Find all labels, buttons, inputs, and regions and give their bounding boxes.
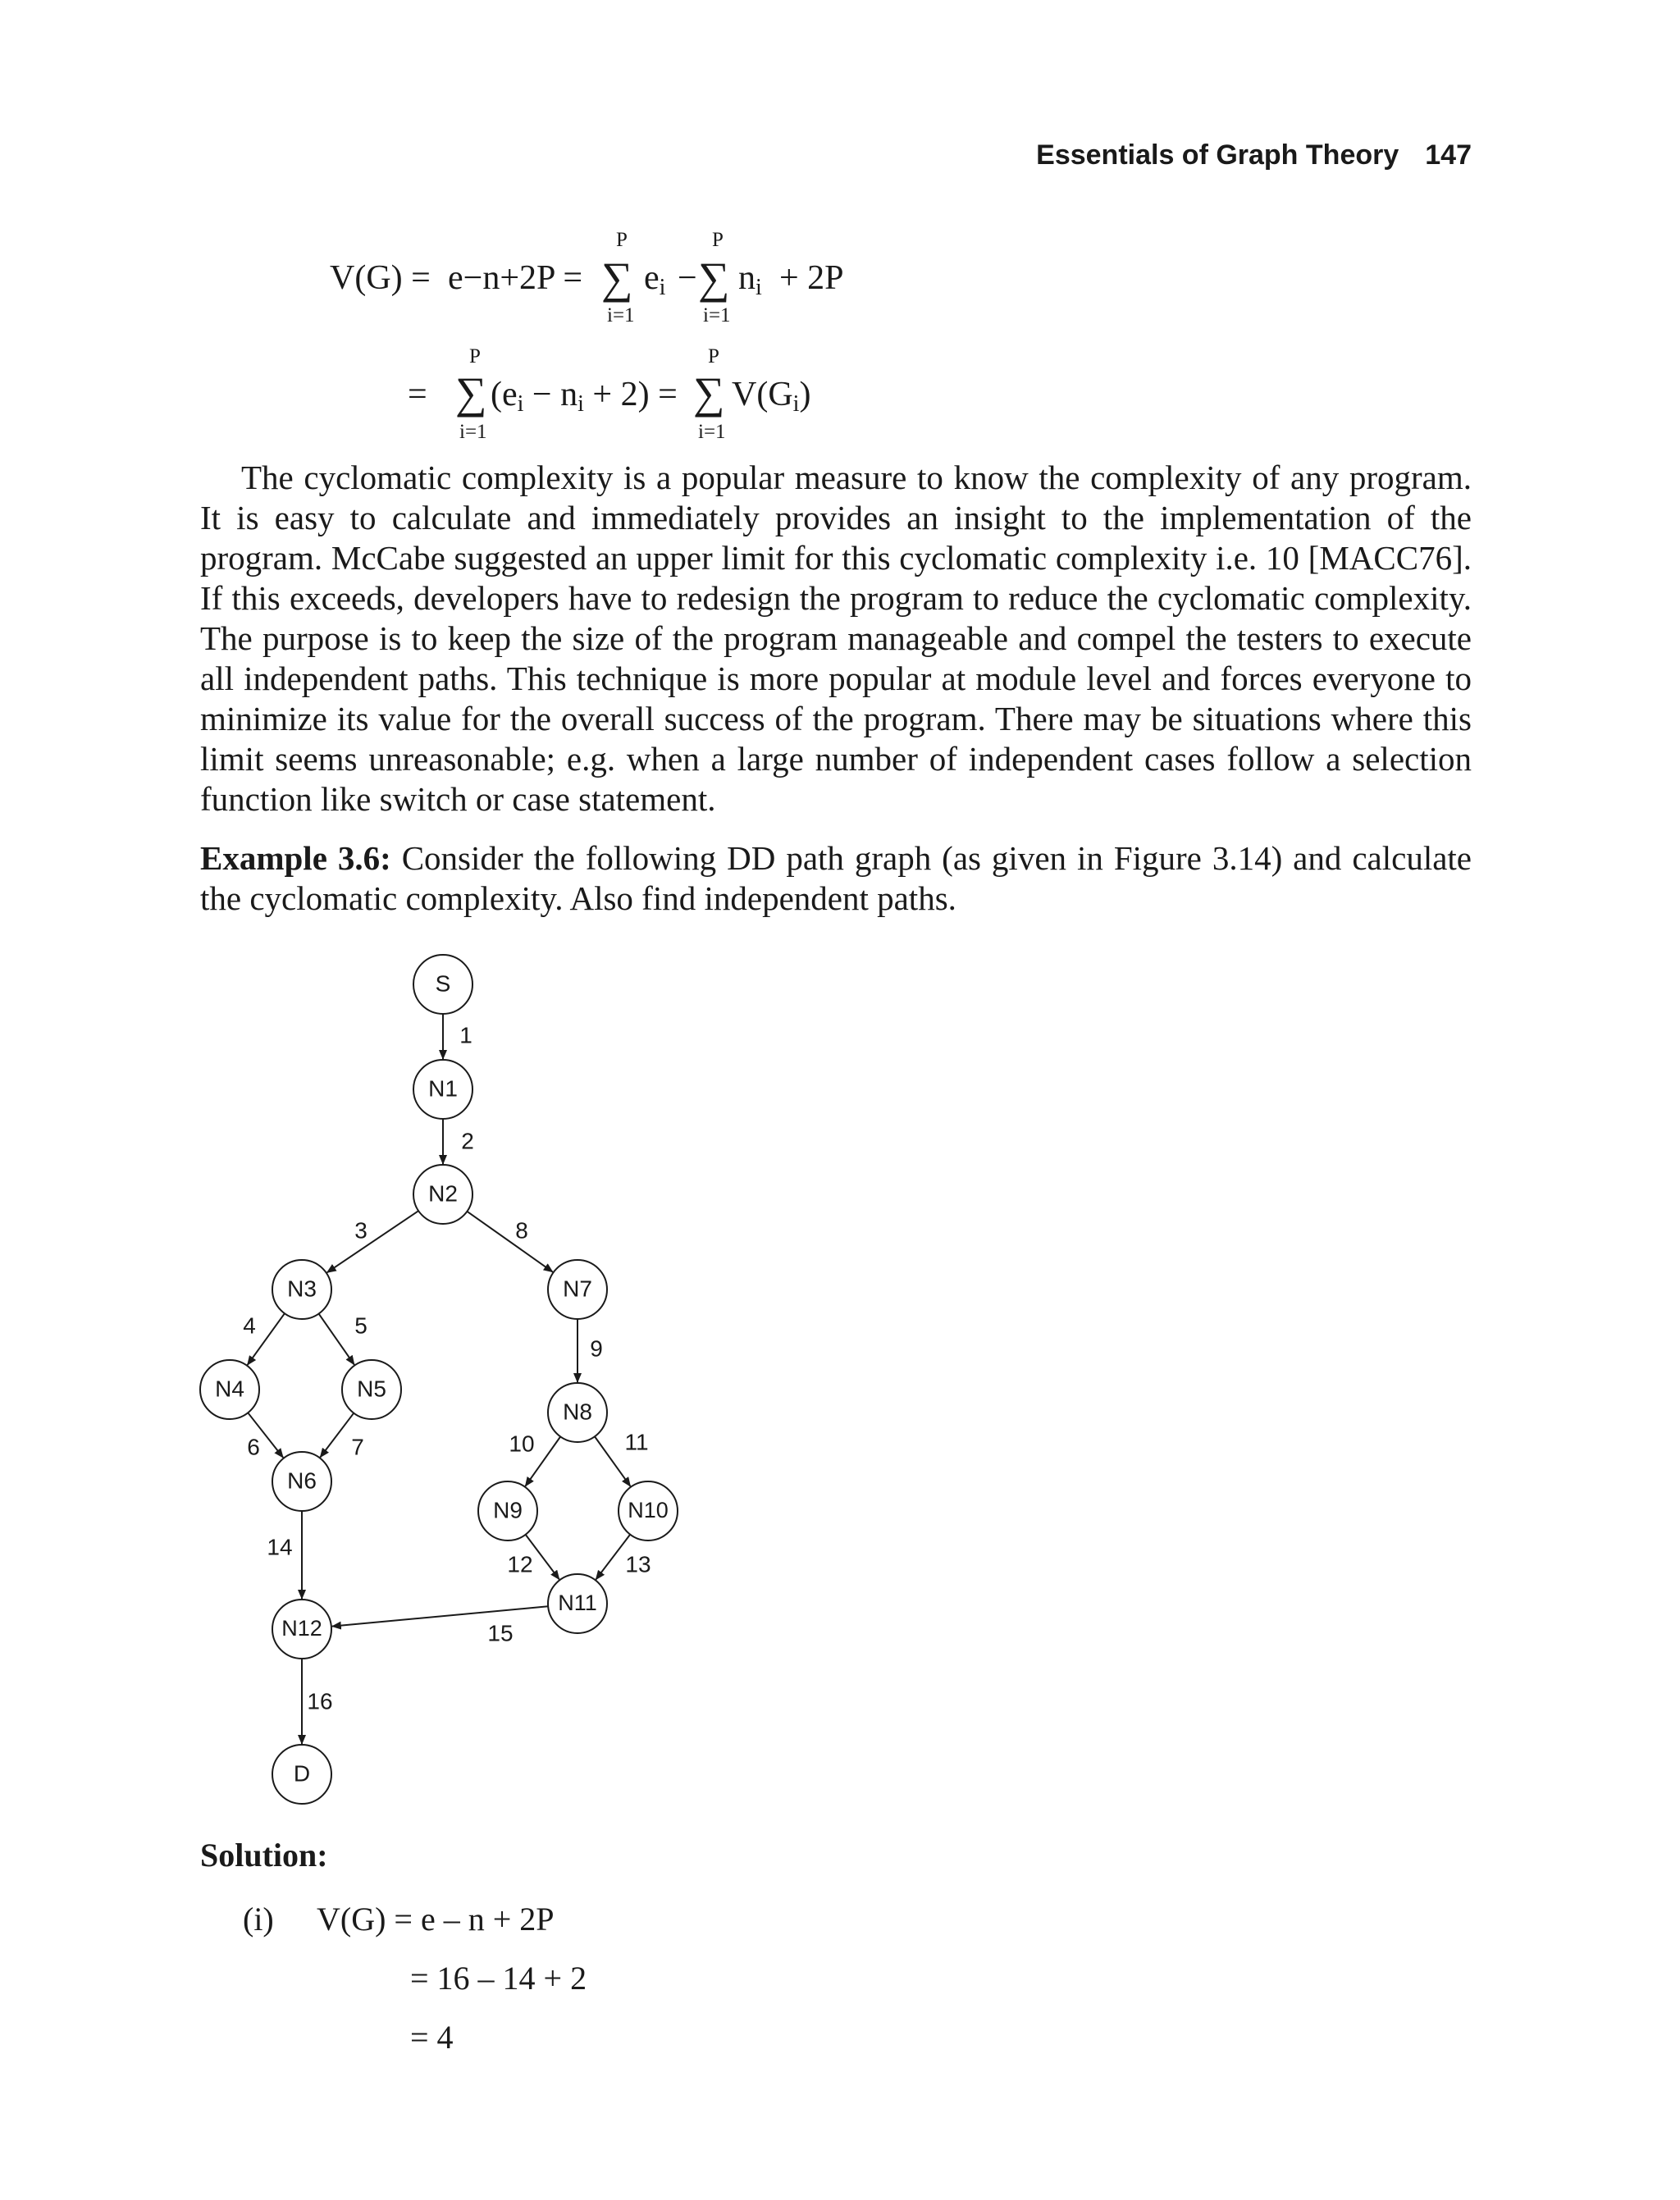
minus-sign: −	[678, 259, 697, 297]
sum-upper-limit: P	[616, 229, 628, 251]
node-d	[272, 1745, 331, 1804]
term-e: $e_i$	[644, 259, 666, 300]
node-label: N4	[215, 1376, 244, 1402]
equation-line1-start: e−n+2P =	[448, 259, 583, 297]
sigma-symbol: ∑	[601, 253, 633, 303]
sum-lower-limit: i=1	[698, 421, 726, 443]
edge-label-15: 15	[487, 1620, 514, 1646]
example-text: Consider the following DD path graph (as given in Figure 3.14) and calculate the cyclomatic complexity. Also find independent paths.	[200, 839, 1472, 917]
node-label: N11	[558, 1591, 597, 1616]
node-s	[413, 955, 472, 1014]
node-n12	[272, 1600, 331, 1659]
node-n2	[413, 1165, 472, 1224]
edge-7	[320, 1413, 354, 1458]
sum-term: $(e_i - n_i + 2)$ =	[491, 376, 678, 417]
solution-item-number: (i)	[243, 1901, 274, 1938]
sigma-symbol: ∑	[455, 368, 487, 418]
solution-line-1: V(G) = e – n + 2P	[317, 1901, 555, 1938]
node-n7	[548, 1260, 607, 1319]
example-label: Example 3.6:	[200, 839, 391, 877]
sigma-symbol: ∑	[698, 253, 730, 303]
solution-line-2: = 16 – 14 + 2	[410, 1960, 587, 1997]
edge-label-3: 3	[354, 1217, 368, 1244]
node-label: N2	[428, 1180, 458, 1207]
edge-8	[467, 1212, 552, 1272]
sum-upper-limit: P	[469, 345, 481, 367]
page-number: 147	[1425, 139, 1472, 171]
node-label: N1	[428, 1075, 458, 1102]
edge-label-16: 16	[307, 1688, 333, 1714]
edge-3	[327, 1211, 418, 1272]
body-paragraph: The cyclomatic complexity is a popular measure to know the complexity of any program. It is easy to calculate and immediately provides an insight to the implementation of the program. McCabe suggested an upper limit for this cyclomatic complexity i.e. 10 [MACC76]. If this exceeds, developers have to redesign the program to reduce the cyclomatic complexity. The purpose is to keep the size of the program manageable and compel the testers to execute all independent paths. This technique is more popular at module level and forces everyone to minimize its value for the overall success of the program. There may be situations where this limit seems unreasonable; e.g. when a large number of independent cases follow a selection function like switch or case statement.	[200, 459, 1472, 818]
term-n: $n_i$	[738, 259, 762, 300]
edge-5	[319, 1314, 354, 1365]
node-label: N3	[287, 1276, 317, 1302]
node-n11	[548, 1574, 607, 1633]
equals-sign: =	[408, 376, 427, 413]
sum-lower-limit: i=1	[703, 304, 731, 326]
node-n3	[272, 1260, 331, 1319]
node-n9	[478, 1481, 537, 1540]
node-n1	[413, 1060, 472, 1119]
sum-lower-limit: i=1	[459, 421, 487, 443]
node-label: N5	[357, 1376, 386, 1402]
edge-label-10: 10	[509, 1431, 535, 1457]
edge-label-7: 7	[351, 1434, 364, 1460]
edge-label-13: 13	[625, 1551, 651, 1577]
node-label: N9	[493, 1497, 523, 1523]
node-n8	[548, 1383, 607, 1442]
node-label: S	[435, 970, 451, 997]
edge-label-5: 5	[354, 1312, 368, 1339]
edge-label-6: 6	[247, 1434, 260, 1460]
edge-label-11: 11	[624, 1429, 649, 1455]
node-label: N12	[281, 1616, 322, 1641]
plus-2p: + 2P	[779, 259, 844, 297]
equation-lhs: V(G) =	[330, 259, 431, 297]
edge-label-12: 12	[507, 1551, 533, 1577]
edge-15	[332, 1606, 548, 1626]
solution-line-3: = 4	[410, 2019, 454, 2056]
node-label: N6	[287, 1467, 317, 1494]
edge-label-8: 8	[515, 1217, 528, 1244]
node-n5	[342, 1360, 401, 1419]
edge-label-2: 2	[461, 1128, 474, 1154]
node-label: N8	[563, 1399, 592, 1425]
node-label: D	[293, 1760, 311, 1787]
edge-label-1: 1	[459, 1022, 472, 1048]
header-title: Essentials of Graph Theory	[1036, 139, 1399, 171]
node-n6	[272, 1452, 331, 1511]
node-label: N7	[563, 1276, 592, 1302]
vg-term: $V(G_i)$	[732, 376, 811, 417]
solution-heading: Solution:	[200, 1837, 328, 1874]
sum-upper-limit: P	[712, 229, 724, 251]
node-n4	[200, 1360, 259, 1419]
edge-label-14: 14	[267, 1534, 293, 1560]
edge-label-4: 4	[243, 1312, 256, 1339]
node-label: N10	[628, 1498, 669, 1523]
node-n10	[619, 1481, 678, 1540]
sigma-symbol: ∑	[693, 368, 725, 418]
sum-lower-limit: i=1	[607, 304, 635, 326]
sum-upper-limit: P	[708, 345, 719, 367]
edge-label-9: 9	[590, 1335, 603, 1362]
